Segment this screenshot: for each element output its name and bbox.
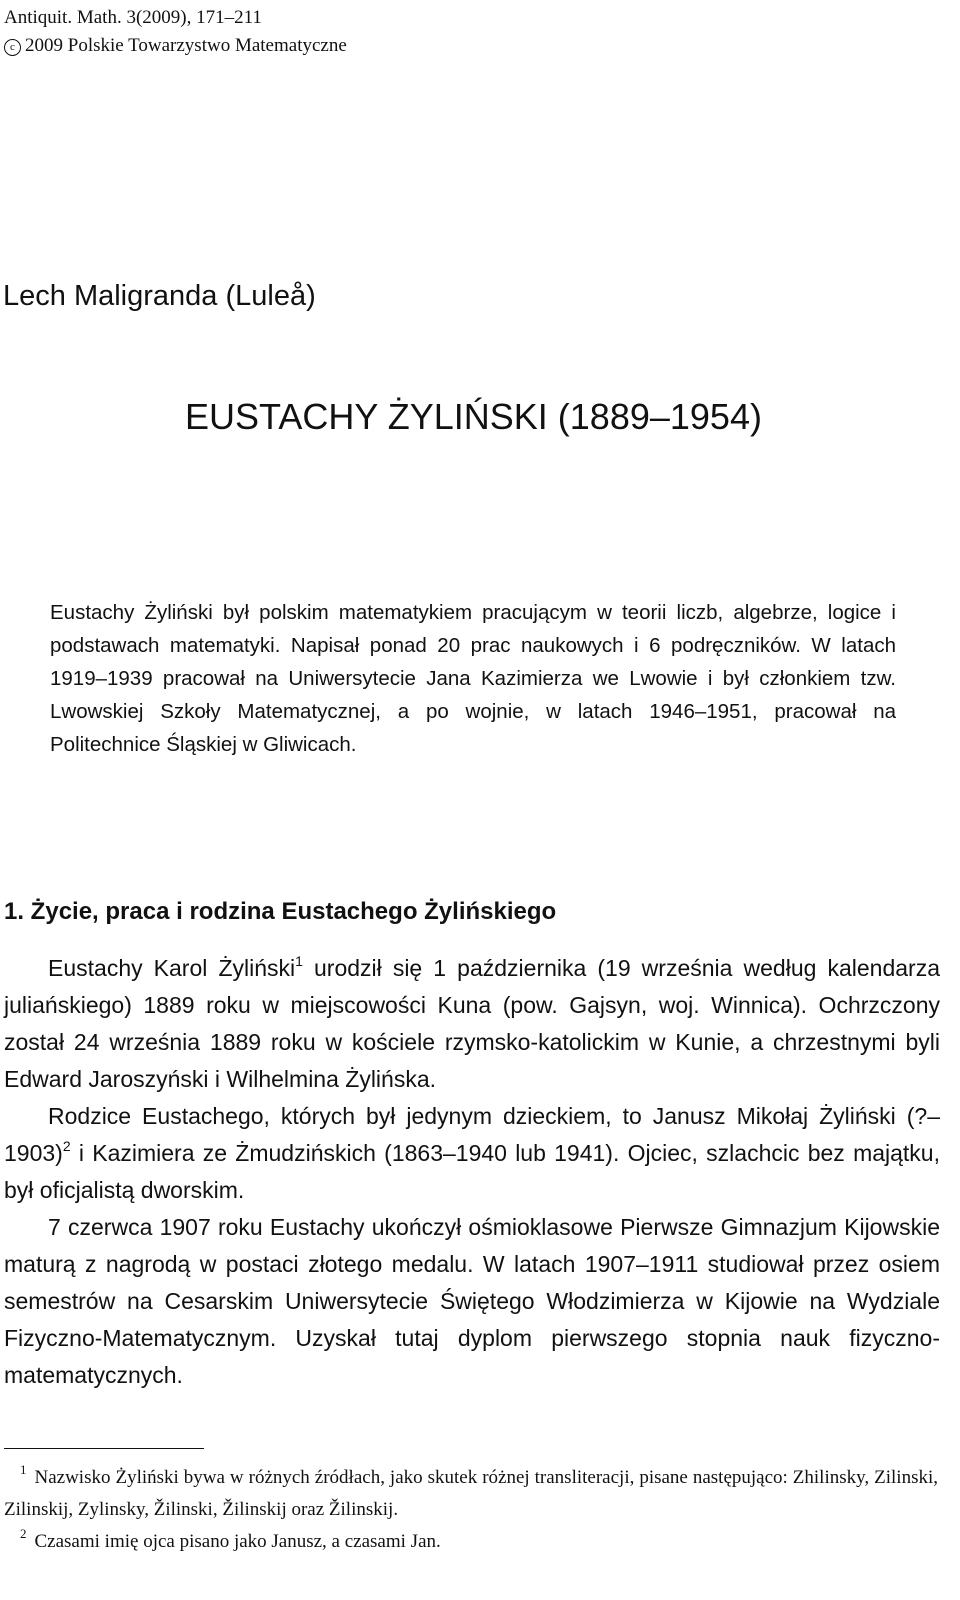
journal-citation: Antiquit. Math. 3(2009), 171–211 [4, 7, 262, 28]
author-name: Lech Maligranda (Luleå) [3, 280, 316, 312]
abstract: Eustachy Żyliński był polskim matematykiem pracującym w teorii liczb, algebrze, logice i podstawach matematyki. Napisał ponad 20 prac naukowych i 6 podręczników. W latach 1919–1939 pracował na Uniwersytecie Jana Kazimierza we Lwowie i był członkiem tzw. Lwowskiej Szkoły Matematycznej, a po wojnie, w latach 1946–1951, pracował na Politechnice Śląskiej w Gliwicach. [50, 601, 896, 756]
copyright-text: 2009 Polskie Towarzystwo Matematyczne [25, 35, 347, 56]
section-body [4, 950, 940, 1394]
footnote-1 [4, 1462, 938, 1526]
paragraph-3: 7 czerwca 1907 roku Eustachy ukończył ośmioklasowe Pierwsze Gimnazjum Kijowskie maturą z nagrodą w postaci złotego medalu. W latach 1907–1911 studiował przez osiem semestrów na Cesarskim Uniwersytecie Świętego Włodzimierza w Kijowie na Wydziale Fizyczno-Matematycznym. Uzyskał tutaj dyplom pierwszego stopnia nauk fizyczno-matematycznych. [4, 1214, 940, 1388]
paragraph-1: Eustachy Karol Żyliński$^1$ urodził się 1 października (19 września według kalendarza juliańskiego) 1889 roku w miejscowości Kuna (pow. Gajsyn, woj. Winnica). Ochrzczony został 24 września 1889 roku w kościele rzymsko-katolickim w Kunie, a chrzestnymi byli Edward Jaroszyński i Wilhelmina Żylińska. [4, 953, 940, 1092]
footnote-text: Czasami imię ojca pisano jako Janusz, a czasami Jan. [34, 1531, 441, 1552]
footnote-ref-2[interactable]: 2 [62, 1138, 71, 1154]
paragraph-2: Rodzice Eustachego, których był jedynym dzieckiem, to Janusz Mikołaj Żyliński (?–1903)$^2$ i Kazimiera ze Żmudzińskich (1863–1940 lub 1941). Ojciec, szlachcic bez majątku, był oficjalistą dworskim. [4, 1103, 940, 1203]
copyright-icon: c [4, 39, 21, 56]
footnotes [4, 1462, 938, 1558]
footnote-divider [4, 1448, 204, 1449]
footnote-mark: 2 [20, 1526, 27, 1541]
journal-header [4, 4, 347, 60]
footnote-ref-1[interactable]: 1 [295, 953, 303, 969]
section-title: 1. Życie, praca i rodzina Eustachego Żylińskiego [4, 898, 557, 925]
footnote-2 [4, 1526, 938, 1558]
footnote-text: Nazwisko Żyliński bywa w różnych źródłach, jako skutek różnej transliteracji, pisane następująco: Zhilinsky, Zilinski, Zilinskij, Zylinsky, Žilinski, Žilinskij oraz Žilinskij. [4, 1467, 938, 1520]
copyright-line [4, 32, 347, 60]
paper-title: EUSTACHY ŻYLIŃSKI (1889–1954) [185, 396, 762, 437]
footnote-mark: 1 [20, 1462, 27, 1477]
